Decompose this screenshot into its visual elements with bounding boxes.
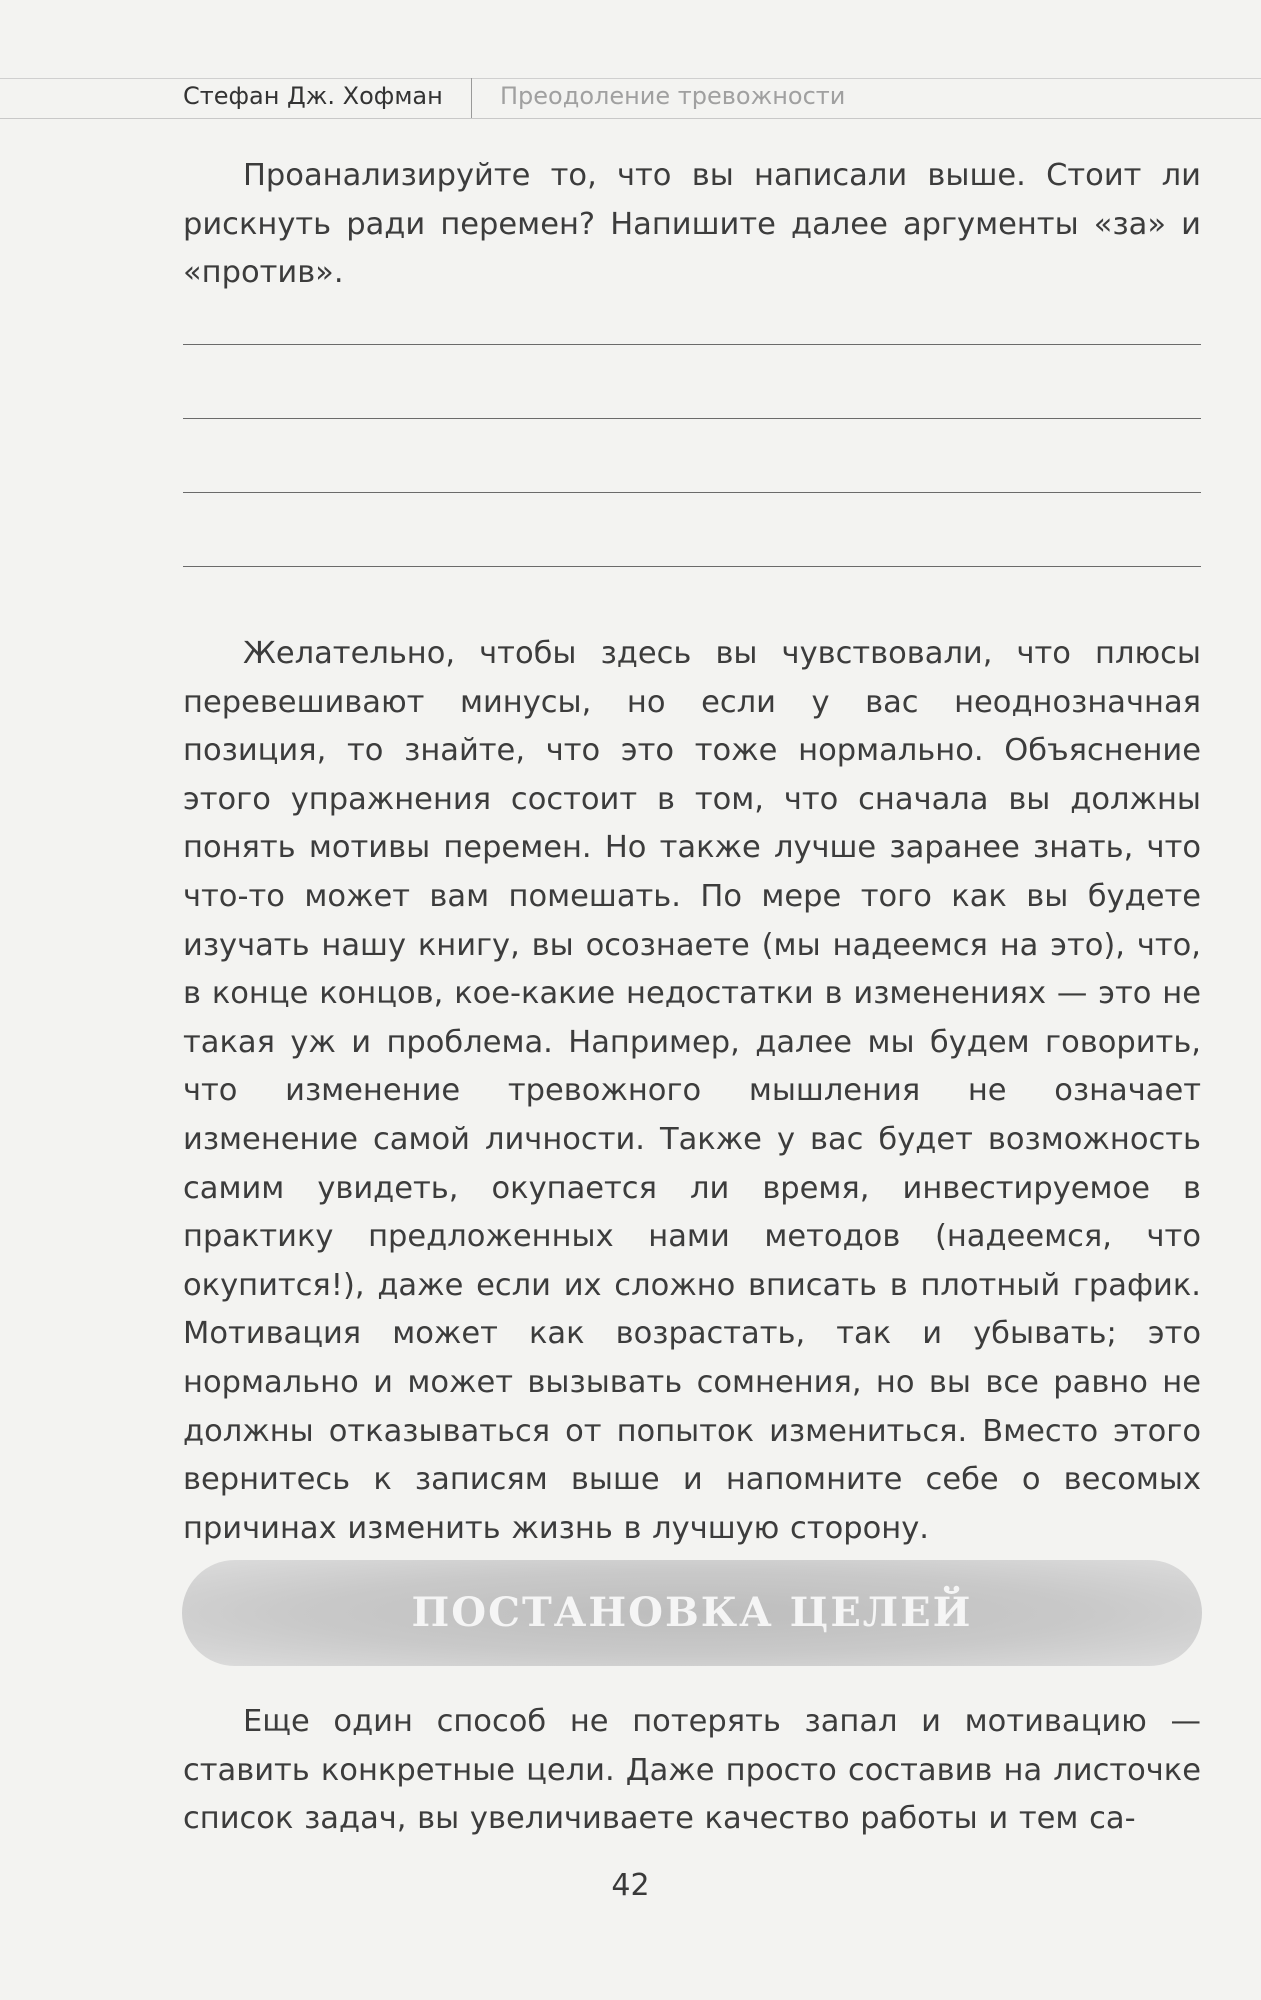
header-bottom-rule <box>0 118 1261 119</box>
answer-line <box>183 492 1201 493</box>
section-heading: ПОСТАНОВКА ЦЕЛЕЙ <box>411 1589 973 1636</box>
intro-paragraph: Проанализируйте то, что вы написали выше. Стоит ли рискнуть ради перемен? Напишите далее аргументы «за» и «против». <box>183 158 1201 291</box>
running-header-book-title: Преодоление тревожности <box>500 82 846 110</box>
section-paragraph: Еще один способ не потерять запал и мотивацию — ставить конкретные цели. Даже просто составив на листочке список задач, вы увеличиваете качество работы и тем са- <box>183 1704 1201 1837</box>
body-paragraph: Желательно, чтобы здесь вы чувствовали, что плюсы перевешивают минусы, но если у вас неоднозначная позиция, то знайте, что это тоже нормально. Объяснение этого упражнения состоит в том, что сначала вы должны понять мотивы перемен. Но также лучше заранее знать, что что-то может вам помешать. По мере того как вы будете изучать нашу книгу, вы осознаете (мы надеемся на это), что, в конце концов, кое-какие недостатки в изменениях — это не такая уж и проблема. Например, далее мы будем говорить, что изменение тревожного мышления не означает изменение самой личности. Также у вас будет возможность самим увидеть, окупается ли время, инвестируемое в практику предложенных нами методов (надеемся, что окупится!), даже если их сложно вписать в плотный график. Мотивация может как возрастать, так и убывать; это нормально и может вызывать сомнения, но вы все равно не должны отказываться от попыток измениться. Вместо этого вернитесь к записям выше и напомните себе о весомых причинах изменить жизнь в лучшую сторону. <box>183 636 1201 1546</box>
answer-line <box>183 566 1201 567</box>
running-header-author: Стефан Дж. Хофман <box>183 82 443 110</box>
page-number: 42 <box>611 1868 650 1903</box>
header-separator <box>471 78 472 118</box>
answer-line <box>183 418 1201 419</box>
header-top-rule <box>0 78 1261 79</box>
answer-line <box>183 344 1201 345</box>
